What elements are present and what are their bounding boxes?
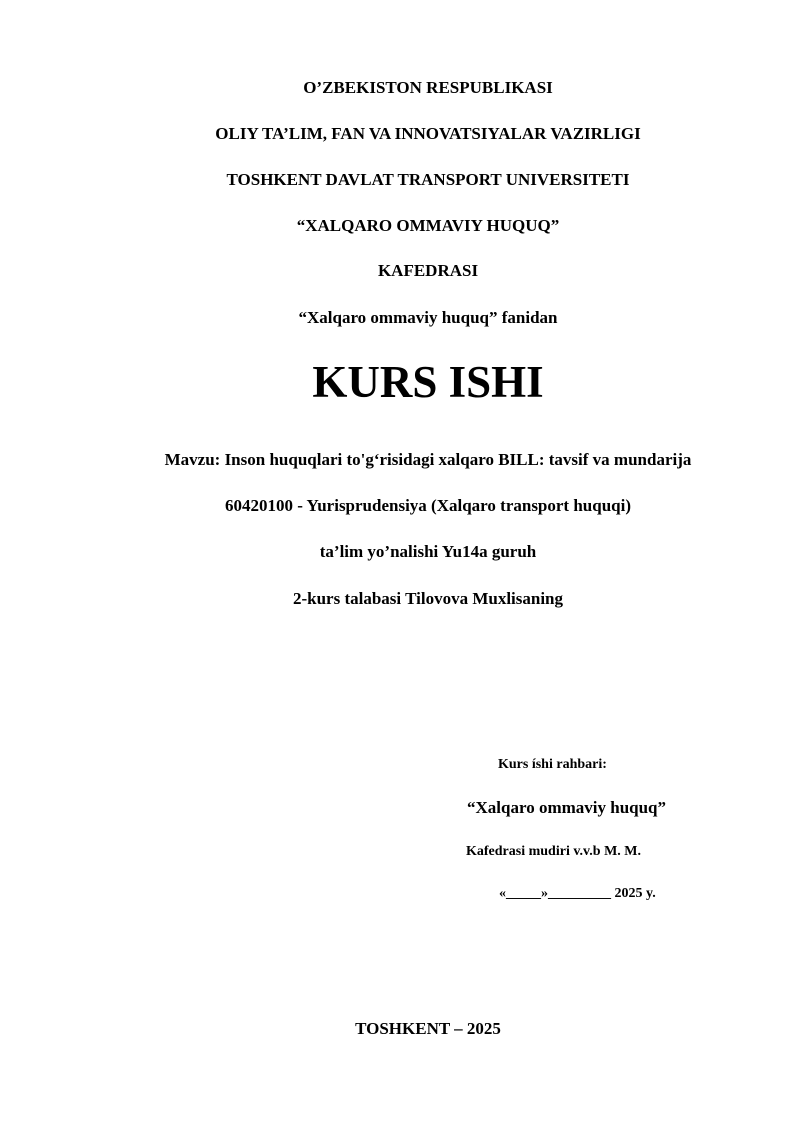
supervisor-label: Kurs íshi rahbari: [498, 757, 607, 772]
direction-group-line: ta’lim yo’nalishi Yu14a guruh [319, 542, 537, 561]
supervisor-head: Kafedrasi mudiri v.v.b M. M. [466, 844, 641, 859]
supervisor-department: “Xalqaro ommaviy huquq” [467, 798, 667, 817]
republic-line: O’ZBEKISTON RESPUBLIKASI [303, 78, 553, 97]
student-line: 2-kurs talabasi Tilovova Muxlisaning [292, 589, 564, 608]
specialty-line: 60420100 - Yurisprudensiya (Xalqaro transport huquqi) [224, 496, 632, 515]
ministry-line: OLIY TA’LIM, FAN VA INNOVATSIYALAR VAZIRLIGI [215, 124, 641, 143]
department-name-line: “XALQARO OMMAVIY HUQUQ” [296, 216, 560, 235]
university-line: TOSHKENT DAVLAT TRANSPORT UNIVERSITETI [226, 170, 630, 189]
topic-line: Mavzu: Inson huquqlari to'g‘risidagi xalqaro BILL: tavsif va mundarija [164, 450, 692, 469]
signature-date-line: «_____»_________ 2025 y. [499, 886, 656, 901]
city-year-footer: TOSHKENT – 2025 [355, 1019, 501, 1038]
department-word-line: KAFEDRASI [377, 261, 479, 280]
document-title: KURS ISHI [312, 357, 544, 407]
subject-line: “Xalqaro ommaviy huquq” fanidan [298, 308, 558, 327]
